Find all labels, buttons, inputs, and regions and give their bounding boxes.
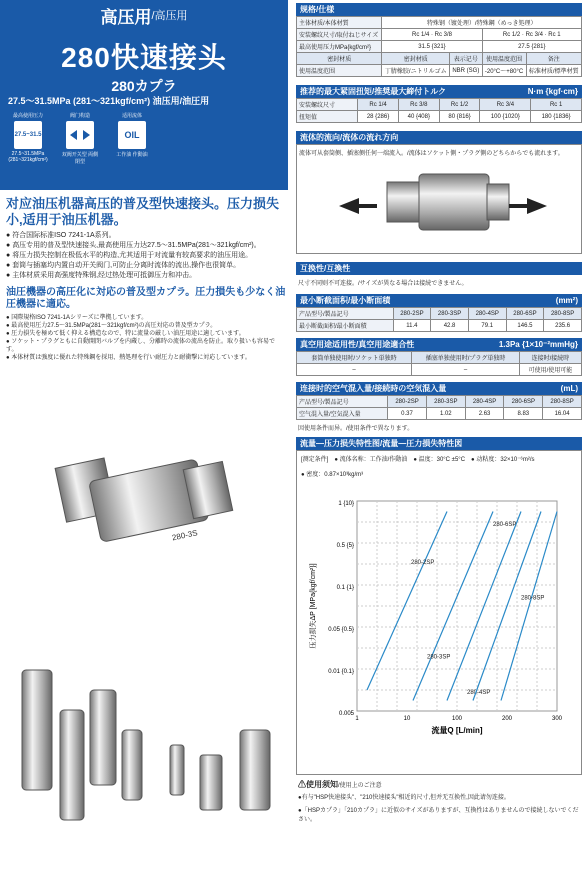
seal-cell: NBR (SG) [450, 65, 482, 77]
graph-title-sub: /流量—圧力損失特性図 [380, 439, 463, 448]
warning-line: ●「HSPカプラ」「210カプラ」に近似のサイズがありますが、互換性はありませんので接続しないでください。 [298, 808, 579, 823]
torque-title: 推荐的最大紧固扭矩 [300, 87, 372, 96]
category-sub-label: /高压用 [151, 10, 188, 22]
air-row-label: 空气混入量/空気混入量 [297, 408, 388, 420]
interchange-title: 互换性 [300, 264, 324, 273]
area-title: 最小断截面积 [300, 296, 348, 305]
air-value: 1.02 [426, 408, 465, 420]
seal-cell: 丁腈橡胶/ニトリルゴム [382, 65, 450, 77]
air-unit: (mL) [560, 384, 578, 393]
warning-title-sub: /使用上のご注意 [338, 783, 382, 789]
area-model: 280-3SP [431, 308, 469, 320]
bullets-japanese [0, 311, 292, 362]
x-tick-label: 10 [403, 716, 411, 722]
air-title: 连接时的空气混入量 [300, 384, 372, 393]
bullet-jp: ● 国際規格ISO 7241-1Aシリーズに準拠しています。 [6, 314, 286, 322]
y-tick-label: 0.005 [338, 711, 354, 717]
vacuum-title-sub: /真空用途適合性 [356, 340, 415, 349]
graph-conditions-label: [测定条件] [301, 457, 329, 463]
warning-title: ⚠使用须知 [298, 780, 338, 789]
graph-temp: ● 温度：30°C ±5°C [413, 457, 466, 463]
area-model: 280-6SP [506, 308, 544, 320]
pressure-feature-label: 最高使用压力 [12, 113, 43, 119]
torque-size: Rc 1/4 [358, 99, 399, 111]
pressure-feature-sub: 27.5~31.5MPa (281~321kgf/cm²) [8, 151, 48, 163]
torque-size-label: 安装螺纹尺寸 [297, 99, 358, 111]
right-column [296, 0, 582, 873]
area-value: 79.1 [468, 320, 506, 332]
table-row [297, 320, 582, 332]
air-value: 2.63 [465, 408, 504, 420]
table-row [297, 65, 582, 77]
spec-label: 主体材质/本体材質 [297, 17, 382, 29]
bullet-jp: ● ソケット・プラグともに自動開閉バルブを内蔵し、分離時の流体の流出を防止。取り扱いも容易です。 [6, 338, 286, 354]
x-tick-label: 100 [451, 716, 463, 722]
spec-cell: 27.5 {281} [482, 41, 581, 53]
x-axis-label: 流量Q [L/min] [431, 726, 483, 735]
x-tick-label: 200 [501, 716, 513, 722]
y-axis-label: 压力损失ΔP [MPa{kgf/cm²}] [310, 563, 317, 649]
area-unit: (mm²) [555, 296, 578, 305]
table-row [297, 53, 582, 65]
air-note: 因使用条件而异。/使用条件で異なります。 [298, 426, 414, 432]
title-block [0, 30, 288, 92]
spec-table [296, 16, 582, 77]
heading-chinese: 对应油压机器高压的普及型快速接头。压力损失小,适用于油压机器。 [6, 196, 280, 227]
torque-size: Rc 1/2 [439, 99, 480, 111]
torque-row-label: 扭矩值 [297, 111, 358, 123]
seal-header: 备注 [526, 53, 582, 65]
flow-direction-section [296, 131, 582, 254]
area-table [296, 307, 582, 332]
flow-direction-title: 流体的流向 [300, 133, 340, 142]
air-model: 280-4SP [465, 396, 504, 408]
arrow-left-icon [339, 198, 377, 216]
bullet-cn: ● 主体材质采用高强度特殊钢,经过热处理可抵御压力和冲击。 [6, 271, 286, 281]
warning-line: ●有与"HSP快速接头"、"210快速接头"相近的尺寸,但并无互换性,因此请勿连接。 [298, 795, 510, 801]
table-row [297, 99, 582, 111]
vacuum-value: – [412, 364, 520, 376]
seal-header: 表示记号 [450, 53, 482, 65]
area-row-label: 最小断截面积/最小断面積 [297, 320, 394, 332]
flow-pressure-chart [297, 481, 581, 776]
vacuum-table [296, 351, 582, 376]
interchange-section [296, 262, 582, 290]
valve-icon [66, 121, 94, 149]
category-label: 高压用 [100, 7, 152, 27]
graph-viscosity: ● 动粘度：32×10⁻⁶m²/s [471, 457, 535, 463]
air-model: 280-2SP [388, 396, 427, 408]
fluid-feature [112, 112, 152, 186]
vacuum-section [296, 338, 582, 376]
table-row [297, 352, 582, 364]
valve-feature [60, 112, 100, 186]
bullet-cn: ● 套筒与插塞均内置自动开关阀门,可防止分离时流体的流出,操作也很简单。 [6, 261, 286, 271]
bullet-cn: ● 符合国际标准ISO 7241-1A系列。 [6, 231, 286, 241]
series-label: 280-6SP [493, 522, 517, 529]
series-label: 280-2SP [411, 560, 435, 566]
air-model: 280-3SP [426, 396, 465, 408]
spec-cell: 特殊钢（镀处理）/特殊鋼（めっき処理） [382, 17, 582, 29]
y-tick-label: 0.01 {0.1} [328, 669, 354, 675]
area-section [296, 294, 582, 332]
oil-icon: OIL [118, 121, 146, 149]
air-title-sub: /接続時の空気混入量 [372, 384, 447, 393]
series-label: 280-3SP [427, 654, 451, 661]
pressure-rating: 27.5～31.5MPa (281～321kgf/cm²) 油压用/油圧用 [8, 96, 210, 106]
y-tick-label: 0.1 {1} [336, 585, 354, 591]
category-bar [0, 0, 288, 30]
spec-cell: Rc 1/2 · Rc 3/4 · Rc 1 [482, 29, 581, 41]
torque-title-sub: /推奨最大締付トルク [372, 87, 447, 96]
graph-title: 流量—压力损失特性图 [300, 439, 380, 448]
area-value: 146.5 [506, 320, 544, 332]
table-row [297, 364, 582, 376]
vacuum-value: 可使用/使用可能 [519, 364, 581, 376]
air-value: 8.83 [504, 408, 543, 420]
model-label: 产品型号/製品記号 [297, 308, 394, 320]
seal-header: 使用温度范围 [482, 53, 526, 65]
arrow-right-icon [509, 198, 547, 214]
interchange-title-sub: /互換性 [324, 264, 351, 273]
vacuum-title: 真空用途适用性 [300, 340, 356, 349]
torque-header [296, 85, 582, 98]
air-value: 16.04 [543, 408, 582, 420]
vacuum-col: 插塞单独使用时/プラグ単独時 [412, 352, 520, 364]
bullet-cn: ● 高压专用的普及型快速接头,最高使用压力达27.5～31.5MPa(281～321kgf/cm²)。 [6, 241, 286, 251]
seal-header: 密封材质 [297, 53, 382, 65]
photo-model-label: 280-3S [171, 528, 199, 543]
spec-title: 规格 [300, 5, 316, 14]
seal-label: 使用温度范围 [297, 65, 382, 77]
spec-label: 最高使用压力MPa{kgf/cm²} [297, 41, 382, 53]
torque-value: 80 {816} [439, 111, 480, 123]
flow-direction-diagram [297, 160, 581, 250]
bullet-cn: ● 将压力损失控制在极低水平的构造,尤其适用于对流量有较高要求的油压用途。 [6, 251, 286, 261]
vacuum-header [296, 338, 582, 351]
spec-section [296, 3, 582, 77]
torque-value: 100 {1020} [480, 111, 531, 123]
torque-size: Rc 3/4 [480, 99, 531, 111]
area-value: 42.8 [431, 320, 469, 332]
model-label: 产品型号/製品記号 [297, 396, 388, 408]
air-value: 0.37 [388, 408, 427, 420]
fluid-feature-label: 适用流体 [121, 113, 142, 119]
interchange-text: 尺寸不同则不可连接。/サイズが異なる場合は接続できません。 [298, 281, 468, 287]
spec-label: 安装螺纹尺寸/取付ねじサイズ [297, 29, 382, 41]
seal-cell: -20°C～+80°C [482, 65, 526, 77]
air-header [296, 382, 582, 395]
spec-header [296, 3, 582, 16]
torque-value: 28 {286} [358, 111, 399, 123]
y-tick-label: 0.5 {5} [336, 543, 354, 549]
product-title: 280快速接头 [61, 42, 227, 73]
spec-cell: Rc 1/4 · Rc 3/8 [382, 29, 482, 41]
table-row [297, 29, 582, 41]
table-row [297, 17, 582, 29]
table-row [297, 41, 582, 53]
vacuum-unit: 1.3Pa {1×10⁻²mmHg} [498, 340, 578, 349]
torque-size: Rc 3/8 [398, 99, 439, 111]
pressure-feature [8, 112, 48, 186]
area-model: 280-8SP [544, 308, 582, 320]
product-subtitle: 280カプラ [111, 78, 177, 94]
vacuum-col: 套筒单独使用时/ソケット単独時 [297, 352, 412, 364]
y-tick-label: 1 {10} [338, 501, 354, 507]
fluid-feature-sub: 工作油 作動油 [116, 152, 148, 158]
graph-fluid: ● 流体名称：工作油/作動油 [334, 457, 408, 463]
torque-value: 40 {408} [398, 111, 439, 123]
graph-density: ● 密度：0.87×10³kg/m³ [301, 472, 364, 478]
area-value: 11.4 [393, 320, 431, 332]
heading-japanese: 油圧機器の高圧化に対応の普及型カプラ。圧力損失も少なく油圧機器に適応。 [6, 287, 286, 310]
flow-direction-text: 流体可从套筒侧、插塞侧任何一端流入。/流体はソケット側・プラグ側のどちらからでも流れます。 [299, 151, 564, 157]
product-header [0, 0, 288, 190]
graph-section [296, 437, 582, 775]
spec-cell: 31.5 {321} [382, 41, 482, 53]
bullet-jp: ● 最高使用圧力27.5～31.5MPa(281～321kgf/cm²)の高圧対応の普及型カプラ。 [6, 322, 286, 330]
interchange-header [296, 262, 582, 275]
spec-title-sub: /仕様 [316, 5, 335, 14]
seal-header: 密封材质 [382, 53, 450, 65]
vacuum-value: – [297, 364, 412, 376]
torque-size: Rc 1 [531, 99, 582, 111]
air-model: 280-6SP [504, 396, 543, 408]
air-section [296, 382, 582, 435]
area-value: 235.6 [544, 320, 582, 332]
area-model: 280-4SP [468, 308, 506, 320]
flow-direction-header [296, 131, 582, 144]
torque-table [296, 98, 582, 123]
flow-direction-title-sub: /流体の流れ方向 [340, 133, 399, 142]
feature-icons [0, 108, 288, 190]
gauge-icon: 27.5~31.5 [14, 121, 42, 149]
warning-section [296, 775, 582, 827]
table-row [297, 308, 582, 320]
bullets-chinese [0, 228, 292, 281]
flow-direction-box [296, 144, 582, 254]
torque-value: 180 {1836} [531, 111, 582, 123]
vacuum-col: 连接时/接続時 [519, 352, 581, 364]
table-row [297, 111, 582, 123]
area-title-sub: /最小断面積 [348, 296, 391, 305]
series-label: 280-8SP [521, 595, 545, 602]
graph-box [296, 450, 582, 775]
bullet-jp: ● 本体材質は強度に優れた特殊鋼を採用、熱処理を行い耐圧力と耐衝撃に対応しています。 [6, 354, 286, 362]
torque-unit: N·m {kgf·cm} [527, 87, 578, 96]
torque-section [296, 85, 582, 123]
x-tick-label: 1 [355, 716, 359, 722]
seal-cell: 标准材质/標準材質 [526, 65, 582, 77]
table-row [297, 396, 582, 408]
series-label: 280-4SP [467, 690, 491, 697]
table-row [297, 408, 582, 420]
area-model: 280-2SP [393, 308, 431, 320]
area-header [296, 294, 582, 307]
air-table [296, 395, 582, 420]
graph-conditions [297, 451, 581, 481]
graph-header [296, 437, 582, 450]
valve-feature-label: 阀门构造 [69, 113, 90, 119]
valve-feature-sub: 双阀开关型 両側閉型 [61, 152, 99, 165]
product-photo [20, 440, 290, 865]
y-tick-label: 0.05 {0.5} [328, 627, 354, 633]
bullet-jp: ● 圧力損失を極めて低く抑える構造なので、特に流量の厳しい油圧用途に適しています。 [6, 330, 286, 338]
series-line [367, 512, 447, 691]
air-model: 280-8SP [543, 396, 582, 408]
x-tick-label: 300 [551, 716, 563, 722]
